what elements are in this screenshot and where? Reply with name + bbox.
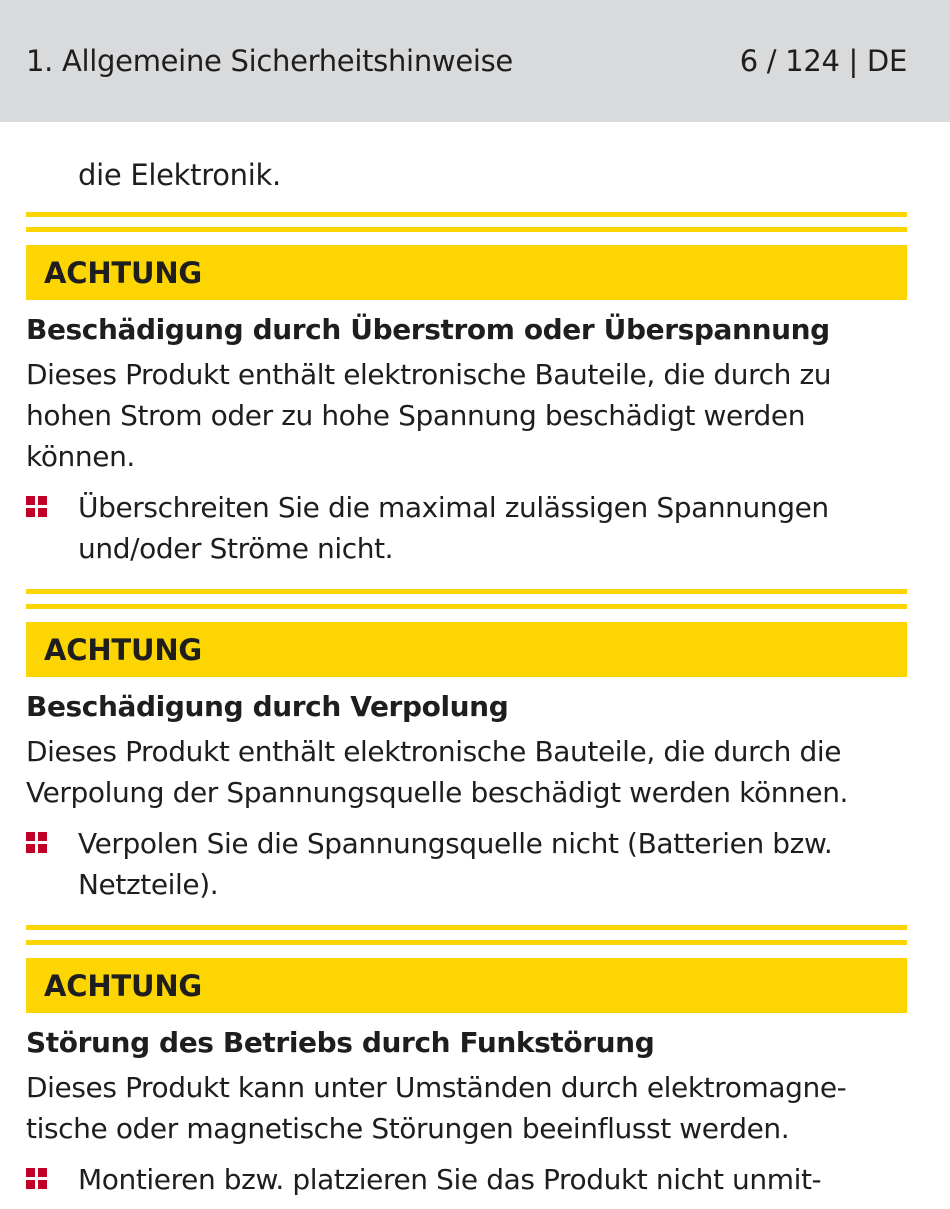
- continuation-text: die Elektronik.: [78, 158, 281, 192]
- warning-notice: [26, 925, 907, 1200]
- divider: [26, 589, 907, 594]
- warning-notice: [26, 589, 907, 905]
- warning-body: Dieses Produkt enthält elektronische Bauteile, die durch die Verpolung der Spannungsquelle beschädigt werden können.: [26, 735, 849, 809]
- red-four-squares-icon: [26, 823, 78, 905]
- divider: [26, 227, 907, 232]
- divider: [26, 940, 907, 945]
- divider: [26, 212, 907, 217]
- section-title: 1. Allgemeine Sicherheitshinweise: [26, 44, 513, 78]
- instruction-text: Montieren bzw. platzieren Sie das Produkt nicht unmit-: [78, 1163, 822, 1196]
- instruction-item: [26, 487, 907, 569]
- red-four-squares-icon: [26, 487, 78, 569]
- warning-title: Beschädigung durch Verpolung: [26, 690, 509, 723]
- warning-banner: ACHTUNG: [26, 622, 907, 677]
- instruction-item: [26, 1159, 907, 1200]
- warning-title: Beschädigung durch Überstrom oder Überspannung: [26, 313, 830, 346]
- warning-banner: ACHTUNG: [26, 245, 907, 300]
- page-indicator: 6 / 124 | DE: [739, 44, 907, 78]
- warning-title: Störung des Betriebs durch Funkstörung: [26, 1026, 655, 1059]
- instruction-item: [26, 823, 907, 905]
- page-header: [0, 0, 950, 122]
- instruction-text: Überschreiten Sie die maximal zulässigen Spannungen und/oder Ströme nicht.: [78, 491, 829, 565]
- warning-body: Dieses Produkt kann unter Umständen durch elektromagnetische oder magnetische Störungen beeinflusst werden.: [26, 1071, 847, 1145]
- warning-notice: [26, 212, 907, 569]
- red-four-squares-icon: [26, 1159, 78, 1200]
- divider: [26, 925, 907, 930]
- warning-banner: ACHTUNG: [26, 958, 907, 1013]
- warning-body: Dieses Produkt enthält elektronische Bauteile, die durch zu hohen Strom oder zu hohe Spannung beschädigt werden können.: [26, 358, 832, 473]
- document-body: [0, 158, 950, 1200]
- divider: [26, 604, 907, 609]
- instruction-text: Verpolen Sie die Spannungsquelle nicht (Batterien bzw. Netzteile).: [78, 827, 833, 901]
